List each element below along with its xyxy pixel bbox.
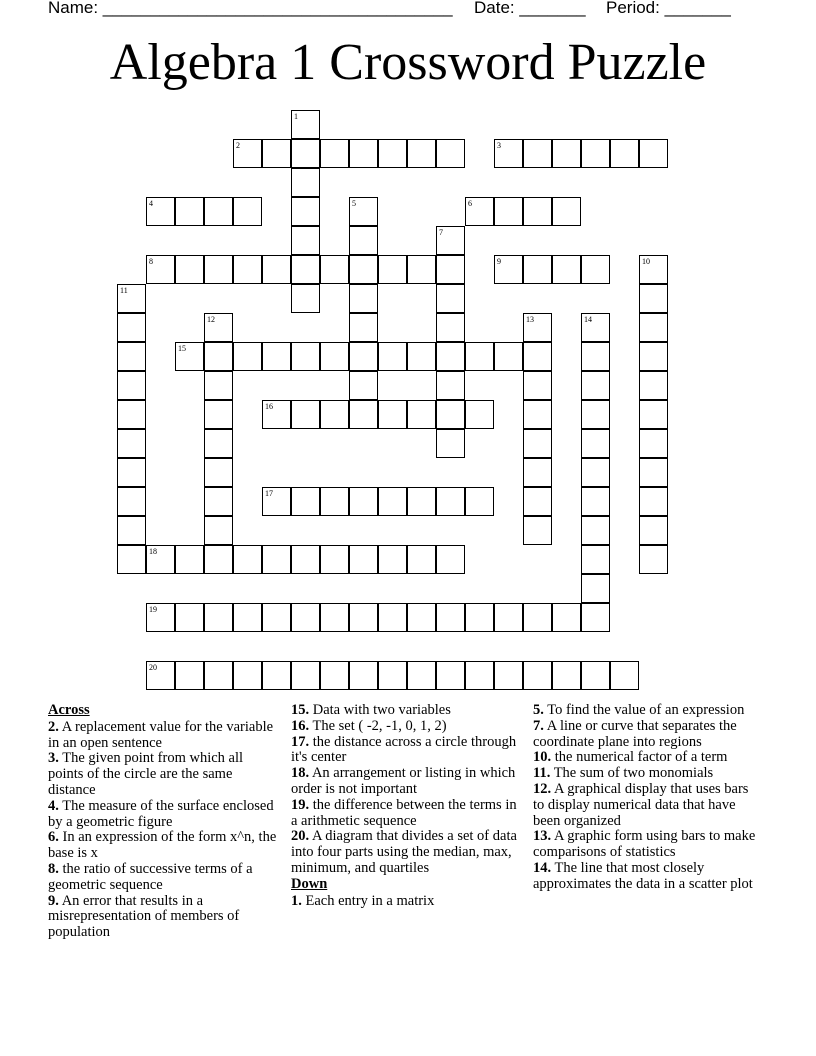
grid-cell[interactable] [349,226,378,255]
clue-text: The line that most closely approximates the data in a scatter plot [533,859,753,892]
grid-cell[interactable] [494,603,523,632]
clue-number-label: 1. [291,892,302,909]
down-heading: Down [291,875,328,892]
grid-cell[interactable] [523,603,552,632]
grid-cell[interactable] [349,313,378,342]
clue-item [48,830,280,862]
grid-cell[interactable] [378,603,407,632]
clue-item [291,735,523,767]
grid-cell[interactable] [175,255,204,284]
clue-number: 5 [352,199,356,208]
clue-number: 17 [265,489,273,498]
clue-text: A graphical display that uses bars to display numerical data that have been organized [533,780,749,829]
clue-text: In an expression of the form x^n, the base is x [48,829,277,862]
grid-cell[interactable] [639,516,668,545]
grid-cell[interactable] [581,487,610,516]
clue-number-label: 9. [48,892,59,909]
grid-cell[interactable] [581,400,610,429]
grid-cell[interactable] [349,284,378,313]
clue-item [533,719,759,751]
clue-number-label: 7. [533,717,544,734]
grid-cell[interactable] [204,342,233,371]
grid-cell[interactable] [407,661,436,690]
grid-cell[interactable] [639,371,668,400]
grid-cell[interactable] [204,661,233,690]
grid-cell[interactable] [639,284,668,313]
grid-cell[interactable] [436,226,465,255]
grid-cell[interactable] [233,342,262,371]
grid-cell[interactable] [349,487,378,516]
clue-number: 2 [236,141,240,150]
grid-cell[interactable] [581,516,610,545]
grid-cell[interactable] [436,255,465,284]
clue-item [291,829,523,876]
clue-text: To find the value of an expression [543,702,745,718]
clue-text: the difference between the terms in a arithmetic sequence [291,796,517,829]
grid-cell[interactable] [407,545,436,574]
grid-cell[interactable] [581,661,610,690]
grid-cell[interactable] [349,342,378,371]
grid-cell[interactable] [146,197,175,226]
grid-cell[interactable] [639,139,668,168]
grid-cell[interactable] [291,603,320,632]
grid-cell[interactable] [175,342,204,371]
grid-cell[interactable] [552,661,581,690]
grid-cell[interactable] [291,197,320,226]
grid-cell[interactable] [523,400,552,429]
grid-cell[interactable] [552,139,581,168]
clue-text: A replacement value for the variable in an open sentence [48,718,274,751]
grid-cell[interactable] [523,458,552,487]
grid-cell[interactable] [436,545,465,574]
clue-text: A graphic form using bars to make comparisons of statistics [533,828,756,861]
clues-column-3 [533,703,759,893]
grid-cell[interactable] [320,400,349,429]
clue-number: 4 [149,199,153,208]
grid-cell[interactable] [378,545,407,574]
grid-cell[interactable] [581,313,610,342]
grid-cell[interactable] [291,284,320,313]
clue-text: A diagram that divides a set of data into four parts using the median, max, minimum, and quartiles [291,828,517,876]
grid-cell[interactable] [291,168,320,197]
clue-number-label: 3. [48,750,59,767]
grid-cell[interactable] [117,487,146,516]
grid-cell[interactable] [465,487,494,516]
grid-cell[interactable] [523,139,552,168]
grid-cell[interactable] [436,429,465,458]
clues-column-1 [48,703,280,941]
grid-cell[interactable] [436,342,465,371]
grid-cell[interactable] [407,487,436,516]
grid-cell[interactable] [291,400,320,429]
across-heading: Across [48,702,90,718]
clue-text: the distance across a circle through it's center [291,733,517,766]
grid-cell[interactable] [204,429,233,458]
grid-cell[interactable] [262,139,291,168]
grid-cell[interactable] [610,661,639,690]
grid-cell[interactable] [204,516,233,545]
grid-cell[interactable] [349,400,378,429]
clue-number-label: 4. [48,797,59,814]
clue-number-label: 10. [533,749,552,766]
grid-cell[interactable] [436,284,465,313]
clue-number: 13 [526,315,534,324]
grid-cell[interactable] [581,371,610,400]
clue-item [48,751,280,798]
clue-item [533,782,759,829]
grid-cell[interactable] [349,603,378,632]
grid-cell[interactable] [639,487,668,516]
clue-item [48,862,280,894]
grid-cell[interactable] [639,255,668,284]
grid-cell[interactable] [204,400,233,429]
grid-cell[interactable] [291,487,320,516]
grid-cell[interactable] [581,255,610,284]
grid-cell[interactable] [320,661,349,690]
grid-cell[interactable] [233,197,262,226]
grid-cell[interactable] [175,197,204,226]
grid-cell[interactable] [552,255,581,284]
grid-cell[interactable] [523,313,552,342]
grid-cell[interactable] [204,487,233,516]
grid-cell[interactable] [494,255,523,284]
grid-cell[interactable] [436,371,465,400]
grid-cell[interactable] [146,545,175,574]
grid-cell[interactable] [291,139,320,168]
clue-item [533,861,759,893]
clue-number-label: 8. [48,860,59,877]
grid-cell[interactable] [523,487,552,516]
clues-column-2 [291,703,523,909]
grid-cell[interactable] [262,545,291,574]
clue-number: 11 [120,286,128,295]
grid-cell[interactable] [378,661,407,690]
grid-cell[interactable] [117,400,146,429]
clue-number: 14 [584,315,592,324]
grid-cell[interactable] [378,487,407,516]
grid-cell[interactable] [117,371,146,400]
grid-cell[interactable] [146,255,175,284]
clue-number: 12 [207,315,215,324]
grid-cell[interactable] [291,255,320,284]
grid-cell[interactable] [581,429,610,458]
clue-text: An arrangement or listing in which order is not important [291,765,516,797]
grid-cell[interactable] [465,197,494,226]
grid-cell[interactable] [175,603,204,632]
grid-cell[interactable] [378,400,407,429]
grid-cell[interactable] [233,255,262,284]
clue-text: An error that results in a misrepresentation of members of population [48,892,240,941]
grid-cell[interactable] [117,545,146,574]
clue-number: 7 [439,228,443,237]
grid-cell[interactable] [117,458,146,487]
clue-item [48,799,280,831]
grid-cell[interactable] [320,545,349,574]
grid-cell[interactable] [407,603,436,632]
grid-cell[interactable] [204,197,233,226]
grid-cell[interactable] [175,661,204,690]
clue-number: 3 [497,141,501,150]
grid-cell[interactable] [175,545,204,574]
grid-cell[interactable] [581,458,610,487]
grid-cell[interactable] [494,139,523,168]
clue-number-label: 14. [533,859,552,876]
grid-cell[interactable] [494,661,523,690]
grid-cell[interactable] [233,603,262,632]
grid-cell[interactable] [233,545,262,574]
clue-number-label: 17. [291,733,310,750]
grid-cell[interactable] [639,458,668,487]
clue-number-label: 19. [291,796,310,813]
clue-number: 20 [149,663,157,672]
grid-cell[interactable] [523,371,552,400]
grid-cell[interactable] [639,400,668,429]
grid-cell[interactable] [117,342,146,371]
grid-cell[interactable] [204,458,233,487]
clue-number: 1 [294,112,298,121]
page-title: Algebra 1 Crossword Puzzle [109,34,707,91]
grid-cell[interactable] [117,313,146,342]
clue-text: Data with two variables [309,702,451,718]
clue-item [533,703,759,719]
grid-cell[interactable] [320,603,349,632]
grid-cell[interactable] [581,342,610,371]
grid-cell[interactable] [494,342,523,371]
clue-item [48,894,280,941]
grid-cell[interactable] [639,313,668,342]
clue-item [291,798,523,830]
period-field[interactable]: Period: _______ [606,0,731,17]
grid-cell[interactable] [146,661,175,690]
grid-cell[interactable] [581,603,610,632]
grid-cell[interactable] [581,574,610,603]
grid-cell[interactable] [465,342,494,371]
grid-cell[interactable] [436,400,465,429]
grid-cell[interactable] [639,342,668,371]
grid-cell[interactable] [320,255,349,284]
grid-cell[interactable] [581,545,610,574]
grid-cell[interactable] [523,255,552,284]
grid-cell[interactable] [552,197,581,226]
grid-cell[interactable] [204,255,233,284]
grid-cell[interactable] [320,342,349,371]
grid-cell[interactable] [378,255,407,284]
grid-cell[interactable] [639,545,668,574]
clue-number: 10 [642,257,650,266]
grid-cell[interactable] [407,400,436,429]
grid-cell[interactable] [465,400,494,429]
grid-cell[interactable] [291,342,320,371]
grid-cell[interactable] [262,400,291,429]
grid-cell[interactable] [349,371,378,400]
grid-cell[interactable] [378,139,407,168]
clue-number-label: 16. [291,717,310,734]
clue-number: 16 [265,402,273,411]
grid-cell[interactable] [349,545,378,574]
grid-cell[interactable] [204,603,233,632]
grid-cell[interactable] [378,342,407,371]
clue-number-label: 11. [533,765,551,782]
grid-cell[interactable] [436,661,465,690]
grid-cell[interactable] [581,139,610,168]
grid-cell[interactable] [204,371,233,400]
clue-item [291,703,523,719]
grid-cell[interactable] [407,342,436,371]
clue-number: 19 [149,605,157,614]
grid-cell[interactable] [233,139,262,168]
clue-number: 15 [178,344,186,353]
clue-number-label: 6. [48,829,59,846]
clue-item [48,720,280,752]
grid-cell[interactable] [523,661,552,690]
clue-text: The measure of the surface enclosed by a geometric figure [48,797,274,830]
grid-cell[interactable] [320,487,349,516]
grid-cell[interactable] [523,342,552,371]
clue-text: A line or curve that separates the coordinate plane into regions [533,717,737,750]
grid-cell[interactable] [552,603,581,632]
clue-text: The given point from which all points of the circle are the same distance [48,750,244,798]
grid-cell[interactable] [349,255,378,284]
grid-cell[interactable] [465,661,494,690]
clue-text: the numerical factor of a term [551,749,728,766]
grid-cell[interactable] [117,516,146,545]
clue-item [291,894,523,910]
grid-cell[interactable] [407,255,436,284]
grid-cell[interactable] [291,661,320,690]
clue-item [533,829,759,861]
clue-text: Each entry in a matrix [301,892,435,909]
grid-cell[interactable] [117,284,146,313]
clue-text: The sum of two monomials [550,765,714,782]
grid-cell[interactable] [349,197,378,226]
grid-cell[interactable] [436,603,465,632]
grid-cell[interactable] [204,545,233,574]
clue-number: 9 [497,257,501,266]
grid-cell[interactable] [320,139,349,168]
grid-cell[interactable] [262,603,291,632]
grid-cell[interactable] [523,516,552,545]
clue-number-label: 2. [48,718,59,735]
grid-cell[interactable] [204,313,233,342]
grid-cell[interactable] [436,487,465,516]
clue-number: 6 [468,199,472,208]
grid-cell[interactable] [291,110,320,139]
grid-cell[interactable] [291,545,320,574]
date-field[interactable]: Date: _______ [474,0,586,17]
clue-item [291,719,523,735]
clue-item [533,766,759,782]
clue-item [533,750,759,766]
grid-cell[interactable] [349,139,378,168]
clue-number-label: 15. [291,702,310,718]
grid-cell[interactable] [436,313,465,342]
clue-number-label: 18. [291,765,310,782]
grid-cell[interactable] [262,342,291,371]
clue-number-label: 13. [533,828,552,845]
name-field[interactable]: Name: _____________________________________ [48,0,453,17]
clue-number-label: 12. [533,780,552,797]
grid-cell[interactable] [117,429,146,458]
clue-item [291,766,523,798]
clue-number-label: 5. [533,702,544,718]
grid-cell[interactable] [262,661,291,690]
grid-cell[interactable] [349,661,378,690]
clue-number-label: 20. [291,828,310,845]
clue-text: the ratio of successive terms of a geometric sequence [48,860,253,893]
grid-cell[interactable] [465,603,494,632]
grid-cell[interactable] [407,139,436,168]
grid-cell[interactable] [523,429,552,458]
grid-cell[interactable] [639,429,668,458]
grid-cell[interactable] [146,603,175,632]
grid-cell[interactable] [523,197,552,226]
grid-cell[interactable] [291,226,320,255]
grid-cell[interactable] [233,661,262,690]
clue-number: 8 [149,257,153,266]
grid-cell[interactable] [494,197,523,226]
grid-cell[interactable] [262,255,291,284]
grid-cell[interactable] [262,487,291,516]
clue-number: 18 [149,547,157,556]
grid-cell[interactable] [436,139,465,168]
clue-text: The set ( -2, -1, 0, 1, 2) [309,717,447,734]
grid-cell[interactable] [610,139,639,168]
